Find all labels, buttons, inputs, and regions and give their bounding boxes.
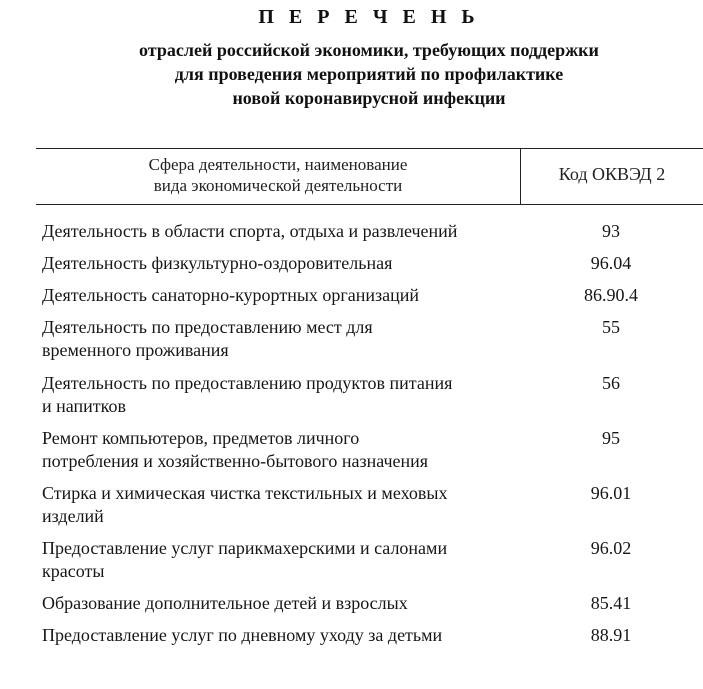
activity-name xyxy=(42,372,512,418)
subtitle-line: для проведения мероприятий по профилактике xyxy=(174,64,564,84)
header-bottom-border xyxy=(36,204,703,205)
header-code: Код ОКВЭД 2 xyxy=(558,164,666,184)
activity-name xyxy=(42,316,512,362)
okved-code: 96.01 xyxy=(590,483,632,503)
okved-code: 86.90.4 xyxy=(584,285,638,305)
activity-name xyxy=(42,220,512,243)
okved-code: 56 xyxy=(602,373,620,393)
activity-name-line: временного проживания xyxy=(42,340,229,360)
activity-name-line: красоты xyxy=(42,561,105,581)
header-activity-line: Сфера деятельности, наименование xyxy=(148,155,408,174)
okved-code: 55 xyxy=(602,317,620,337)
okved-code: 96.02 xyxy=(590,538,632,558)
header-activity-line: вида экономической деятельности xyxy=(153,176,403,195)
activity-name-line: Предоставление услуг по дневному уходу за детьми xyxy=(42,625,443,645)
okved-code: 88.91 xyxy=(590,625,632,645)
okved-code: 85.41 xyxy=(590,593,632,613)
activity-name-line: Ремонт компьютеров, предметов личного xyxy=(42,428,360,448)
activity-name-line: Деятельность по предоставлению продуктов питания xyxy=(42,373,453,393)
table-top-border xyxy=(36,148,703,149)
okved-code: 96.04 xyxy=(590,253,632,273)
subtitle-line: новой коронавирусной инфекции xyxy=(232,88,506,108)
activity-name-line: Стирка и химическая чистка текстильных и меховых xyxy=(42,483,448,503)
document-title: П Е Р Е Ч Е Н Ь xyxy=(258,6,480,28)
activity-name xyxy=(42,624,512,647)
activity-name xyxy=(42,427,512,473)
okved-code: 95 xyxy=(602,428,620,448)
activity-name xyxy=(42,482,512,528)
subtitle-line: отраслей российской экономики, требующих поддержки xyxy=(139,40,599,60)
activity-name-line: Деятельность по предоставлению мест для xyxy=(42,317,373,337)
activity-name-line: Деятельность физкультурно-оздоровительная xyxy=(42,253,393,273)
activity-name xyxy=(42,537,512,583)
activity-name-line: Деятельность в области спорта, отдыха и развлечений xyxy=(42,221,458,241)
document-subtitle xyxy=(0,38,703,110)
activity-name-line: изделий xyxy=(42,506,104,526)
activity-name-line: Деятельность санаторно-курортных организаций xyxy=(42,285,420,305)
activity-name-line: Предоставление услуг парикмахерскими и салонами xyxy=(42,538,448,558)
activity-name-line: Образование дополнительное детей и взрослых xyxy=(42,593,408,613)
activity-name-line: и напитков xyxy=(42,396,126,416)
activity-name xyxy=(42,284,512,307)
header-activity xyxy=(36,154,520,196)
okved-code: 93 xyxy=(602,221,620,241)
activity-name xyxy=(42,592,512,615)
activity-name xyxy=(42,252,512,275)
activity-name-line: потребления и хозяйственно-бытового назначения xyxy=(42,451,429,471)
